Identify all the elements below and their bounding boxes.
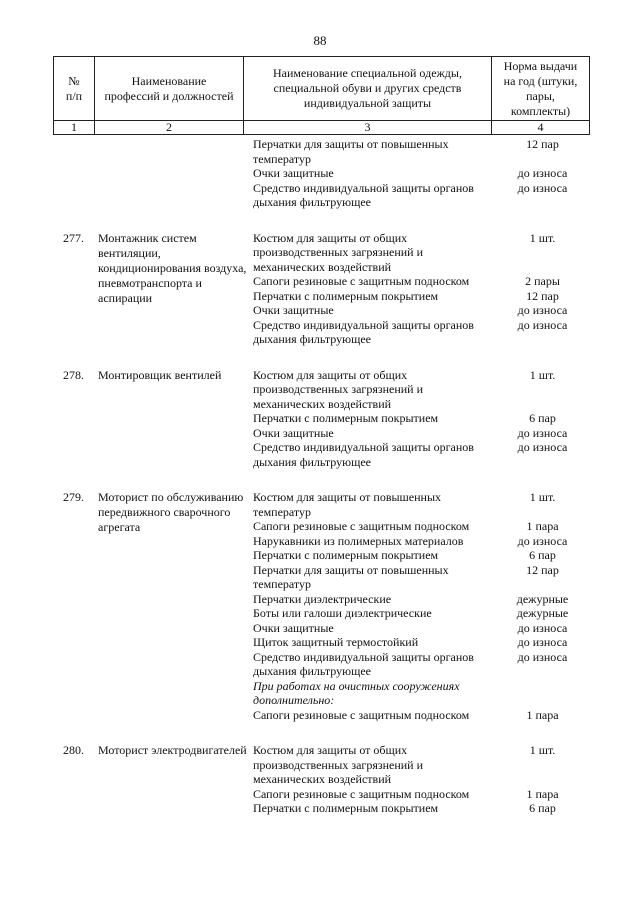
entry-number: 279. — [63, 490, 84, 504]
entry-279 — [0, 490, 640, 722]
list-item: Перчатки диэлектрические дежурные — [253, 591, 569, 606]
entry-profession: Моторист электродвигателей — [98, 743, 247, 757]
header-col-profession: Наименование профессий и должностей — [104, 73, 234, 103]
page-number: 88 — [313, 33, 327, 48]
list-item: Костюм для защиты от общих производственных загрязнений и механических воздействий 1 шт. — [253, 367, 556, 411]
list-item: Перчатки для защиты от повышенных температур 12 пар — [253, 562, 559, 591]
list-item: Очки защитные до износа — [253, 425, 568, 440]
list-item: Очки защитные до износа — [253, 166, 568, 180]
entry-280 — [0, 743, 640, 816]
entry-number: 280. — [63, 743, 84, 757]
list-item: Средство индивидуальной защиты органов дыхания фильтрующее до износа — [253, 440, 568, 469]
entry-278 — [0, 368, 640, 470]
list-item: Средство индивидуальной защиты органов дыхания фильтрующее до износа — [253, 180, 568, 209]
entry-277 — [0, 231, 640, 347]
list-item: Сапоги резиновые с защитным подноском 1 пара — [253, 786, 559, 801]
list-item: Очки защитные до износа — [253, 620, 568, 635]
list-item: Сапоги резиновые с защитным подноском 1 пара — [253, 707, 559, 722]
header-num-2: 2 — [166, 120, 172, 134]
header-num-4: 4 — [537, 120, 544, 134]
list-item: Перчатки с полимерным покрытием 6 пар — [253, 411, 556, 425]
list-item: Нарукавники из полимерных материалов до износа — [253, 533, 568, 548]
table-body — [0, 137, 640, 816]
entry-profession: Монтировщик вентилей — [98, 367, 222, 382]
header-num-3: 3 — [364, 120, 371, 134]
entry-number: 277. — [63, 230, 84, 245]
table-header — [53, 56, 590, 135]
header-col-equipment: Наименование специальной одежды, специальной обуви и других средств индивидуальной защиты — [273, 66, 462, 110]
header-col-number: № п/п — [65, 73, 83, 103]
header-num-1: 1 — [71, 120, 77, 134]
list-item: Костюм для защиты от общих производственных загрязнений и механических воздействий 1 шт. — [253, 230, 556, 274]
entry-continuation — [0, 137, 640, 210]
list-item: Перчатки с полимерным покрытием 12 пар — [253, 288, 559, 303]
header-col-norm: Норма выдачи на год (штуки, пары, комплекты) — [503, 58, 578, 118]
list-item: Костюм для защиты от повышенных температур 1 шт. — [253, 490, 556, 519]
list-item: Перчатки для защиты от повышенных температур 12 пар — [253, 137, 559, 166]
list-item: Щиток защитный термостойкий до износа — [253, 635, 568, 649]
list-item: Очки защитные до износа — [253, 303, 568, 317]
entry-profession: Моторист по обслуживанию передвижного сварочного агрегата — [98, 490, 244, 534]
list-item: Боты или галоши диэлектрические дежурные — [253, 606, 569, 620]
list-item: Средство индивидуальной защиты органов дыхания фильтрующее до износа — [253, 317, 568, 346]
italic-note: При работах на очистных сооружениях дополнительно: — [253, 678, 460, 707]
entry-profession: Монтажник систем вентиляции, кондиционирования воздуха, пневмотранспорта и аспирации — [98, 230, 247, 305]
entry-number: 278. — [63, 367, 84, 382]
list-item: Сапоги резиновые с защитным подноском 1 пара — [253, 519, 559, 533]
list-item: Перчатки с полимерным покрытием 6 пар — [253, 548, 556, 562]
list-item: Костюм для защиты от общих производственных загрязнений и механических воздействий 1 шт. — [253, 743, 556, 786]
list-item: Сапоги резиновые с защитным подноском 2 пары — [253, 274, 560, 288]
list-item: Средство индивидуальной защиты органов дыхания фильтрующее до износа — [253, 649, 568, 678]
list-item: Перчатки с полимерным покрытием 6 пар — [253, 801, 556, 815]
